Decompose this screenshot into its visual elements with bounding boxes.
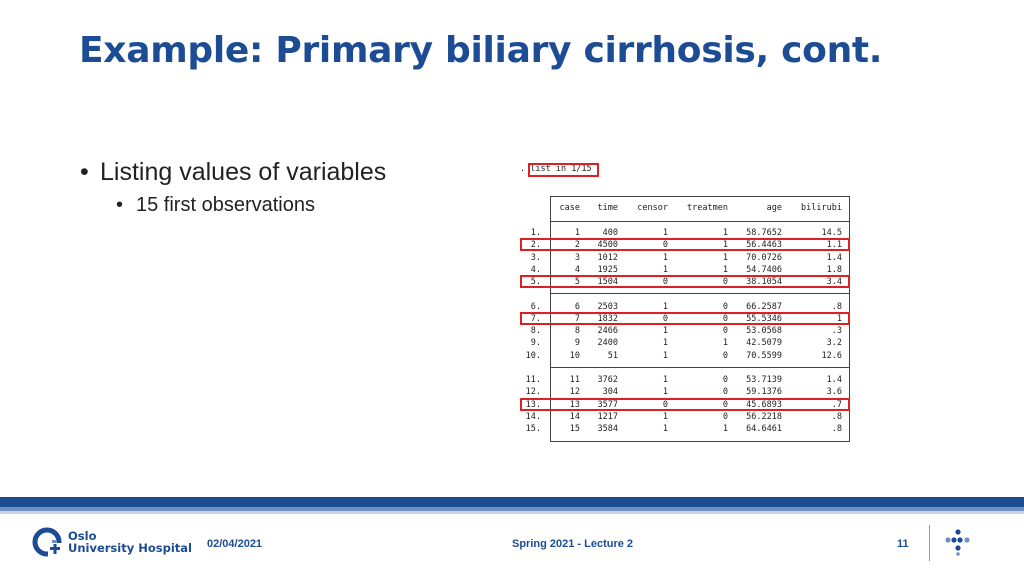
highlight-box-row-7 (520, 312, 850, 325)
table-cell: 0 (722, 277, 728, 288)
header-rule (550, 221, 850, 222)
table-cell: 51 (607, 350, 618, 361)
hospital-logo-icon (32, 527, 62, 557)
footer-band-light (0, 511, 1024, 514)
table-cell: 64.6461 (746, 424, 782, 435)
table-cell: 0 (722, 411, 728, 422)
table-cell: 70.0726 (746, 252, 782, 263)
column-header-bilirubi: bilirubi (801, 203, 842, 213)
column-header-time: time (597, 203, 618, 213)
row-number: 8. (530, 326, 541, 337)
slide-title: Example: Primary biliary cirrhosis, cont. (79, 30, 883, 71)
logo-line-2: University Hospital (68, 541, 192, 555)
table-cell: 14 (569, 411, 580, 422)
table-cell: 53.7139 (746, 375, 782, 385)
row-number: 11. (525, 375, 541, 385)
table-cell: 1 (662, 424, 668, 435)
table-cell: 1504 (597, 277, 618, 288)
footer-course: Spring 2021 - Lecture 2 (512, 538, 634, 550)
table-cell: .3 (831, 326, 842, 337)
footer-band (0, 497, 1024, 507)
table-cell: 1012 (597, 252, 618, 263)
table-cell: 0 (722, 387, 728, 398)
table-cell: 0 (662, 277, 668, 288)
table-cell: 3577 (597, 399, 618, 410)
table-cell: 1925 (597, 264, 618, 275)
table-cell: 53.0568 (746, 326, 782, 337)
row-number: 6. (530, 301, 541, 312)
table-cell: 1 (662, 264, 668, 275)
table-cell: 54.7406 (746, 264, 782, 275)
hospital-logo-text (68, 530, 192, 554)
table-cell: 1 (662, 252, 668, 263)
table-cell: 9 (574, 338, 580, 349)
table-cell: .8 (831, 301, 842, 312)
logo-line-1: Oslo (68, 529, 97, 543)
bullet-sub: • 15 first observations (116, 194, 315, 216)
table-cell: 0 (722, 301, 728, 312)
table-cell: 1217 (597, 411, 618, 422)
table-cell: 6 (574, 301, 580, 312)
row-number: 4. (530, 264, 541, 275)
row-number: 1. (530, 228, 541, 238)
table-cell: 5 (574, 277, 580, 288)
table-cell: 38.1054 (746, 277, 782, 288)
command-prompt: . (520, 164, 526, 174)
table-cell: 14.5 (821, 228, 842, 238)
table-cell: 1 (662, 387, 668, 398)
table-cell: 12.6 (821, 350, 842, 361)
table-cell: 1 (574, 228, 580, 238)
table-cell: 1.1 (826, 240, 842, 251)
table-cell: 1.8 (826, 264, 842, 275)
table-cell: 70.5599 (746, 350, 782, 361)
table-cell: 0 (662, 240, 668, 251)
table-cell: 4 (574, 264, 580, 275)
table-cell: .8 (831, 411, 842, 422)
group-rule-1 (550, 293, 850, 294)
table-cell: 1 (722, 264, 728, 275)
group-rule-2 (550, 367, 850, 368)
table-cell: 2503 (597, 301, 618, 312)
table-cell: 4500 (597, 240, 618, 251)
hospital-logo (32, 527, 192, 557)
table-cell: 56.2218 (746, 411, 782, 422)
table-cell: 1 (662, 411, 668, 422)
table-cell: 15 (569, 424, 580, 435)
highlight-box-row-2 (520, 238, 850, 251)
table-cell: 59.1376 (746, 387, 782, 398)
row-number: 14. (525, 411, 541, 422)
highlight-box-row-13 (520, 398, 850, 411)
table-cell: 0 (722, 326, 728, 337)
table-cell: 1 (662, 228, 668, 238)
row-number: 12. (525, 387, 541, 398)
table-cell: .7 (831, 399, 842, 410)
row-number: 13. (525, 399, 541, 410)
row-number: 10. (525, 350, 541, 361)
table-cell: 304 (602, 387, 618, 398)
row-number: 15. (525, 424, 541, 435)
table-cell: 3762 (597, 375, 618, 385)
table-cell: 3584 (597, 424, 618, 435)
table-cell: 42.5079 (746, 338, 782, 349)
table-cell: 1 (662, 350, 668, 361)
footer-divider (929, 525, 930, 561)
table-cell: 1 (722, 424, 728, 435)
highlight-box-row-5 (520, 275, 850, 288)
command-highlight-box (528, 163, 599, 177)
table-cell: 1 (662, 338, 668, 349)
table-cell: 10 (569, 350, 580, 361)
table-cell: 2 (574, 240, 580, 251)
table-cell: 0 (722, 313, 728, 324)
table-cell: 3 (574, 252, 580, 263)
table-cell: 3.6 (826, 387, 842, 398)
table-cell: 0 (722, 399, 728, 410)
table-cell: 12 (569, 387, 580, 398)
column-header-treatmen: treatmen (687, 203, 728, 213)
column-header-age: age (766, 203, 782, 213)
table-cell: 1 (722, 240, 728, 251)
table-cell: 66.2587 (746, 301, 782, 312)
table-cell: 1 (722, 252, 728, 263)
table-cell: 7 (574, 313, 580, 324)
table-cell: 1.4 (826, 252, 842, 263)
table-cell: 1 (662, 375, 668, 385)
table-cell: 1 (662, 301, 668, 312)
table-cell: 1 (722, 228, 728, 238)
row-number: 2. (530, 240, 541, 251)
dots-logo-icon (944, 528, 974, 556)
table-cell: 2400 (597, 338, 618, 349)
bullet-list (80, 156, 386, 217)
row-number: 7. (530, 313, 541, 324)
table-cell: 0 (662, 313, 668, 324)
table-cell: 1 (722, 338, 728, 349)
command-text: list in 1/15 (530, 164, 592, 174)
column-header-censor: censor (637, 203, 668, 213)
table-cell: 45.6893 (746, 399, 782, 410)
table-cell: 3.4 (826, 277, 842, 288)
footer-date: 02/04/2021 (207, 538, 263, 550)
bullet-main: • Listing values of variables (80, 158, 387, 186)
table-cell: 2466 (597, 326, 618, 337)
row-number: 5. (530, 277, 541, 288)
table-cell: 0 (722, 375, 728, 385)
table-cell: .8 (831, 424, 842, 435)
table-cell: 55.5346 (746, 313, 782, 324)
table-cell: 0 (662, 399, 668, 410)
row-number: 3. (530, 252, 541, 263)
table-cell: 3.2 (826, 338, 842, 349)
row-number: 9. (530, 338, 541, 349)
bullet-sub-text: 15 first observations (136, 194, 315, 216)
table-cell: 13 (569, 399, 580, 410)
table-cell: 1 (662, 326, 668, 337)
table-cell: 8 (574, 326, 580, 337)
table-cell: 400 (602, 228, 618, 238)
page-number: 11 (897, 538, 909, 550)
bullet-main-text: Listing values of variables (100, 158, 387, 186)
table-cell: 1 (836, 313, 842, 324)
table-cell: 1.4 (826, 375, 842, 385)
table-cell: 0 (722, 350, 728, 361)
column-header-case: case (559, 203, 580, 213)
table-cell: 56.4463 (746, 240, 782, 251)
table-cell: 1832 (597, 313, 618, 324)
table-cell: 11 (569, 375, 580, 385)
table-cell: 58.7652 (746, 228, 782, 238)
